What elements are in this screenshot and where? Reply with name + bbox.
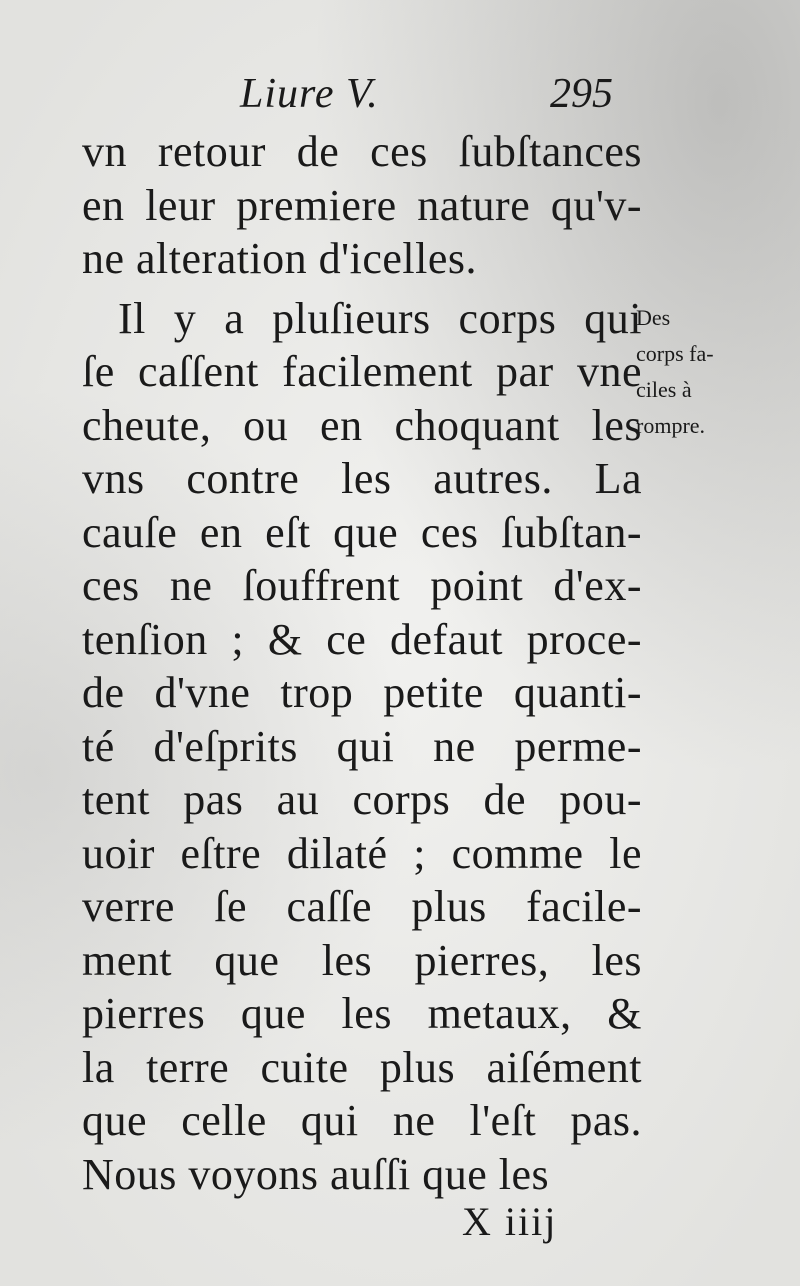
page-number: 295 — [550, 71, 613, 117]
text-line: ment que les pierres, les — [82, 935, 642, 985]
text-line: cheute, ou en choquant les — [82, 400, 642, 450]
body-text — [82, 125, 642, 1201]
text-line: en leur premiere nature qu'v- — [82, 180, 642, 230]
running-title: Liure V. — [240, 71, 379, 117]
text-line: té d'eſprits qui ne perme- — [82, 721, 642, 771]
marginal-note-line: corps fa- — [636, 341, 714, 366]
text-line: pierres que les metaux, & — [82, 989, 642, 1038]
text-line: uoir eſtre dilaté ; comme le — [82, 828, 642, 878]
text-line: ces ne ſouffrent point d'ex- — [82, 561, 642, 610]
text-line: Il y a pluſieurs corps qui — [118, 293, 642, 343]
marginal-note-line: Des — [636, 305, 671, 330]
signature-mark: X iiij — [462, 1199, 558, 1244]
text-line: tenſion ; & ce defaut proce- — [82, 614, 642, 664]
text-line: cauſe en eſt que ces ſubſtan- — [82, 507, 642, 557]
text-line: ne alteration d'icelles. — [82, 234, 477, 283]
marginal-note-line: ciles à — [636, 377, 692, 402]
text-line: Nous voyons auſſi que les — [82, 1149, 550, 1199]
marginal-note-line: rompre. — [636, 413, 706, 438]
text-line: de d'vne trop petite quanti- — [82, 668, 642, 717]
marginal-note — [636, 300, 766, 444]
text-line: verre ſe caſſe plus facile- — [82, 882, 642, 931]
text-line: la terre cuite plus aiſément — [82, 1042, 642, 1092]
text-line: que celle qui ne l'eſt pas. — [82, 1096, 642, 1145]
page-header — [0, 62, 800, 122]
text-line: tent pas au corps de pou- — [82, 775, 642, 824]
text-line: vn retour de ces ſubſtances — [82, 127, 642, 176]
text-line: vns contre les autres. La — [82, 454, 642, 503]
text-line: ſe caſſent facilement par vne — [82, 347, 642, 396]
